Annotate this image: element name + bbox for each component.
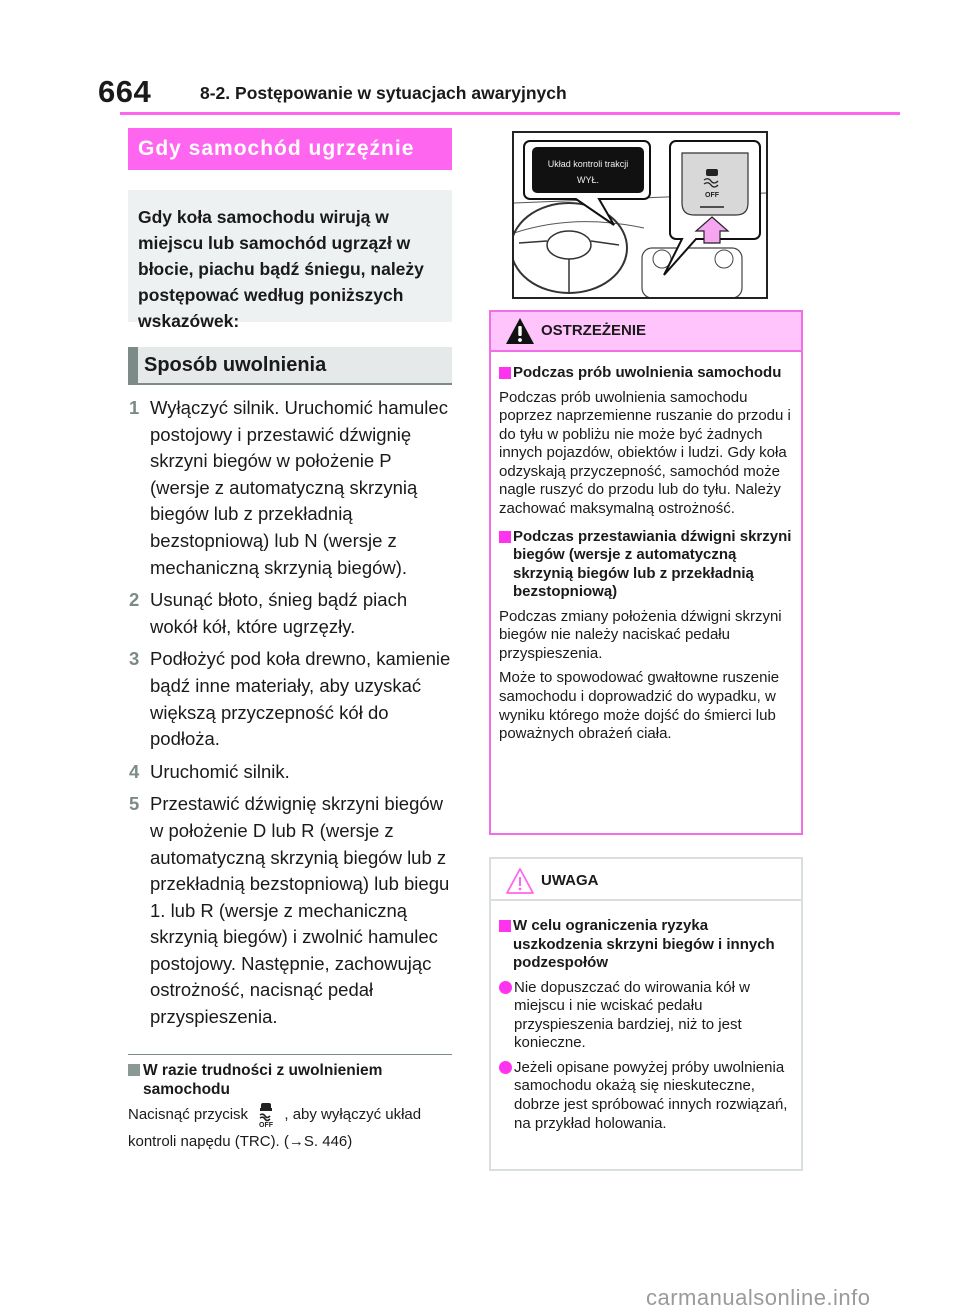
note-text-after: , aby wyłączyć układ kontroli napędu (TRC). (→S. 446) [128, 1105, 422, 1150]
caution-triangle-icon [505, 867, 535, 895]
intro-box: Gdy koła samochodu wirują w miejscu lub samochód ugrzązł w błocie, piachu bądź śniegu, należy postępować według poniższych wskazówek: [128, 190, 452, 322]
warning-paragraph: Podczas zmiany położenia dźwigni skrzyni biegów nie należy naciskać pedału przyspieszenia. [499, 607, 782, 662]
caution-body [491, 901, 801, 1133]
warning-paragraph: Podczas prób uwolnienia samochodu poprzez naprzemienne ruszanie do przodu i do tyłu w pobliżu nie może być żadnych innych pojazdów, obiektów i ludzi. Gdy koła odzyskają przyczepność, samochód może nagle ruszyć do przodu lub do tyłu. Należy zachować maksymalną ostrożność. [499, 388, 791, 518]
svg-text:Układ kontroli trakcji: Układ kontroli trakcji [547, 159, 629, 169]
step-number: 1 [129, 397, 140, 418]
step-item [128, 759, 452, 786]
step-item [128, 395, 452, 581]
warning-subheading: Podczas przestawiania dźwigni skrzyni biegów (wersje z automatyczną skrzynią biegów lub z przekładnią bezstopniową) [499, 528, 793, 602]
caution-box [489, 857, 803, 1171]
warning-header [491, 312, 801, 352]
step-item [128, 646, 452, 752]
svg-text:OFF: OFF [705, 192, 719, 199]
warning-body [491, 352, 801, 744]
watermark: carmanualsonline.info [646, 1285, 871, 1310]
left-column [128, 128, 452, 1155]
step-text: Przestawić dźwignię skrzyni biegów w położenie D lub R (wersje z automatyczną skrzynią biegów lub z przekładnią bezstopniową) lub biegu 1. lub R (wersje z mechaniczną skrzynią biegów) i zwolnić hamulec postojowy. Następnie, zachowując ostrożność, nacisnąć pedał przyspieszenia. [150, 793, 450, 1028]
page-number: 664 [98, 74, 152, 109]
warning-subheading: Podczas prób uwolnienia samochodu [499, 364, 793, 383]
step-item [128, 791, 452, 1030]
note-heading-text: W razie trudności z uwolnieniem samochodu [143, 1061, 383, 1098]
svg-text:OFF: OFF [259, 1121, 274, 1128]
square-bullet-icon [499, 920, 511, 932]
caution-bullet: Jeżeli opisane powyżej próby uwolnienia samochodu okażą się nieskuteczne, dobrze jest spróbować innych rozwiązań, na przykład holowania. [499, 1059, 793, 1133]
warning-paragraph: Może to spowodować gwałtowne ruszenie samochodu i doprowadzić do wypadku, w wyniku którego może dojść do śmierci lub poważnych obrażeń ciała. [499, 669, 780, 743]
topic-title: Gdy samochód ugrzęźnie [128, 128, 452, 170]
circle-bullet-icon [499, 1061, 512, 1074]
steps-list [128, 395, 452, 1031]
note-text-before: Nacisnąć przycisk [128, 1105, 249, 1123]
procedure-heading: Sposób uwolnienia [128, 347, 452, 385]
step-text: Usunąć błoto, śnieg bądź piach wokół kół, które ugrzęzły. [150, 589, 408, 637]
warning-box [489, 310, 803, 835]
step-number: 2 [129, 589, 140, 611]
square-bullet-icon [128, 1064, 140, 1076]
note-divider [128, 1054, 452, 1055]
note-heading [128, 1061, 452, 1099]
step-number: 5 [129, 793, 140, 815]
note-body [128, 1101, 452, 1155]
svg-text:WYŁ.: WYŁ. [576, 175, 600, 185]
illustration-dashboard-trc-button [512, 131, 768, 299]
circle-bullet-icon [499, 981, 512, 994]
caution-header [491, 859, 801, 901]
step-text: Uruchomić silnik. [150, 760, 290, 782]
caution-title: UWAGA [541, 872, 599, 889]
square-bullet-icon [499, 367, 511, 379]
step-text: Podłożyć pod koła drewno, kamienie bądź inne materiały, aby uzyskać większą przyczepność kół do podłoża. [150, 648, 451, 750]
step-text: Wyłączyć silnik. Uruchomić hamulec postojowy i przestawić dźwignię skrzyni biegów w położenie P (wersje z automatyczną skrzynią biegów lub z przekładnią bezstopniową) lub N (wersje z mechaniczną skrzynią biegów). [150, 397, 448, 578]
header-rule [120, 112, 900, 115]
step-item [128, 587, 452, 640]
warning-triangle-icon [505, 317, 535, 345]
section-title: 8-2. Postępowanie w sytuacjach awaryjnych [200, 83, 567, 103]
warning-title: OSTRZEŻENIE [541, 322, 647, 339]
page-header [0, 0, 960, 116]
square-bullet-icon [499, 531, 511, 543]
dashboard-illustration [514, 133, 766, 297]
step-number: 3 [129, 648, 140, 670]
step-number: 4 [129, 760, 140, 782]
caution-bullet: Nie dopuszczać do wirowania kół w miejscu i nie wciskać pedału przyspieszenia bardziej, niż to jest konieczne. [499, 979, 793, 1053]
trc-off-icon [255, 1102, 277, 1128]
caution-subheading: W celu ograniczenia ryzyka uszkodzenia skrzyni biegów i innych podzespołów [499, 917, 793, 973]
